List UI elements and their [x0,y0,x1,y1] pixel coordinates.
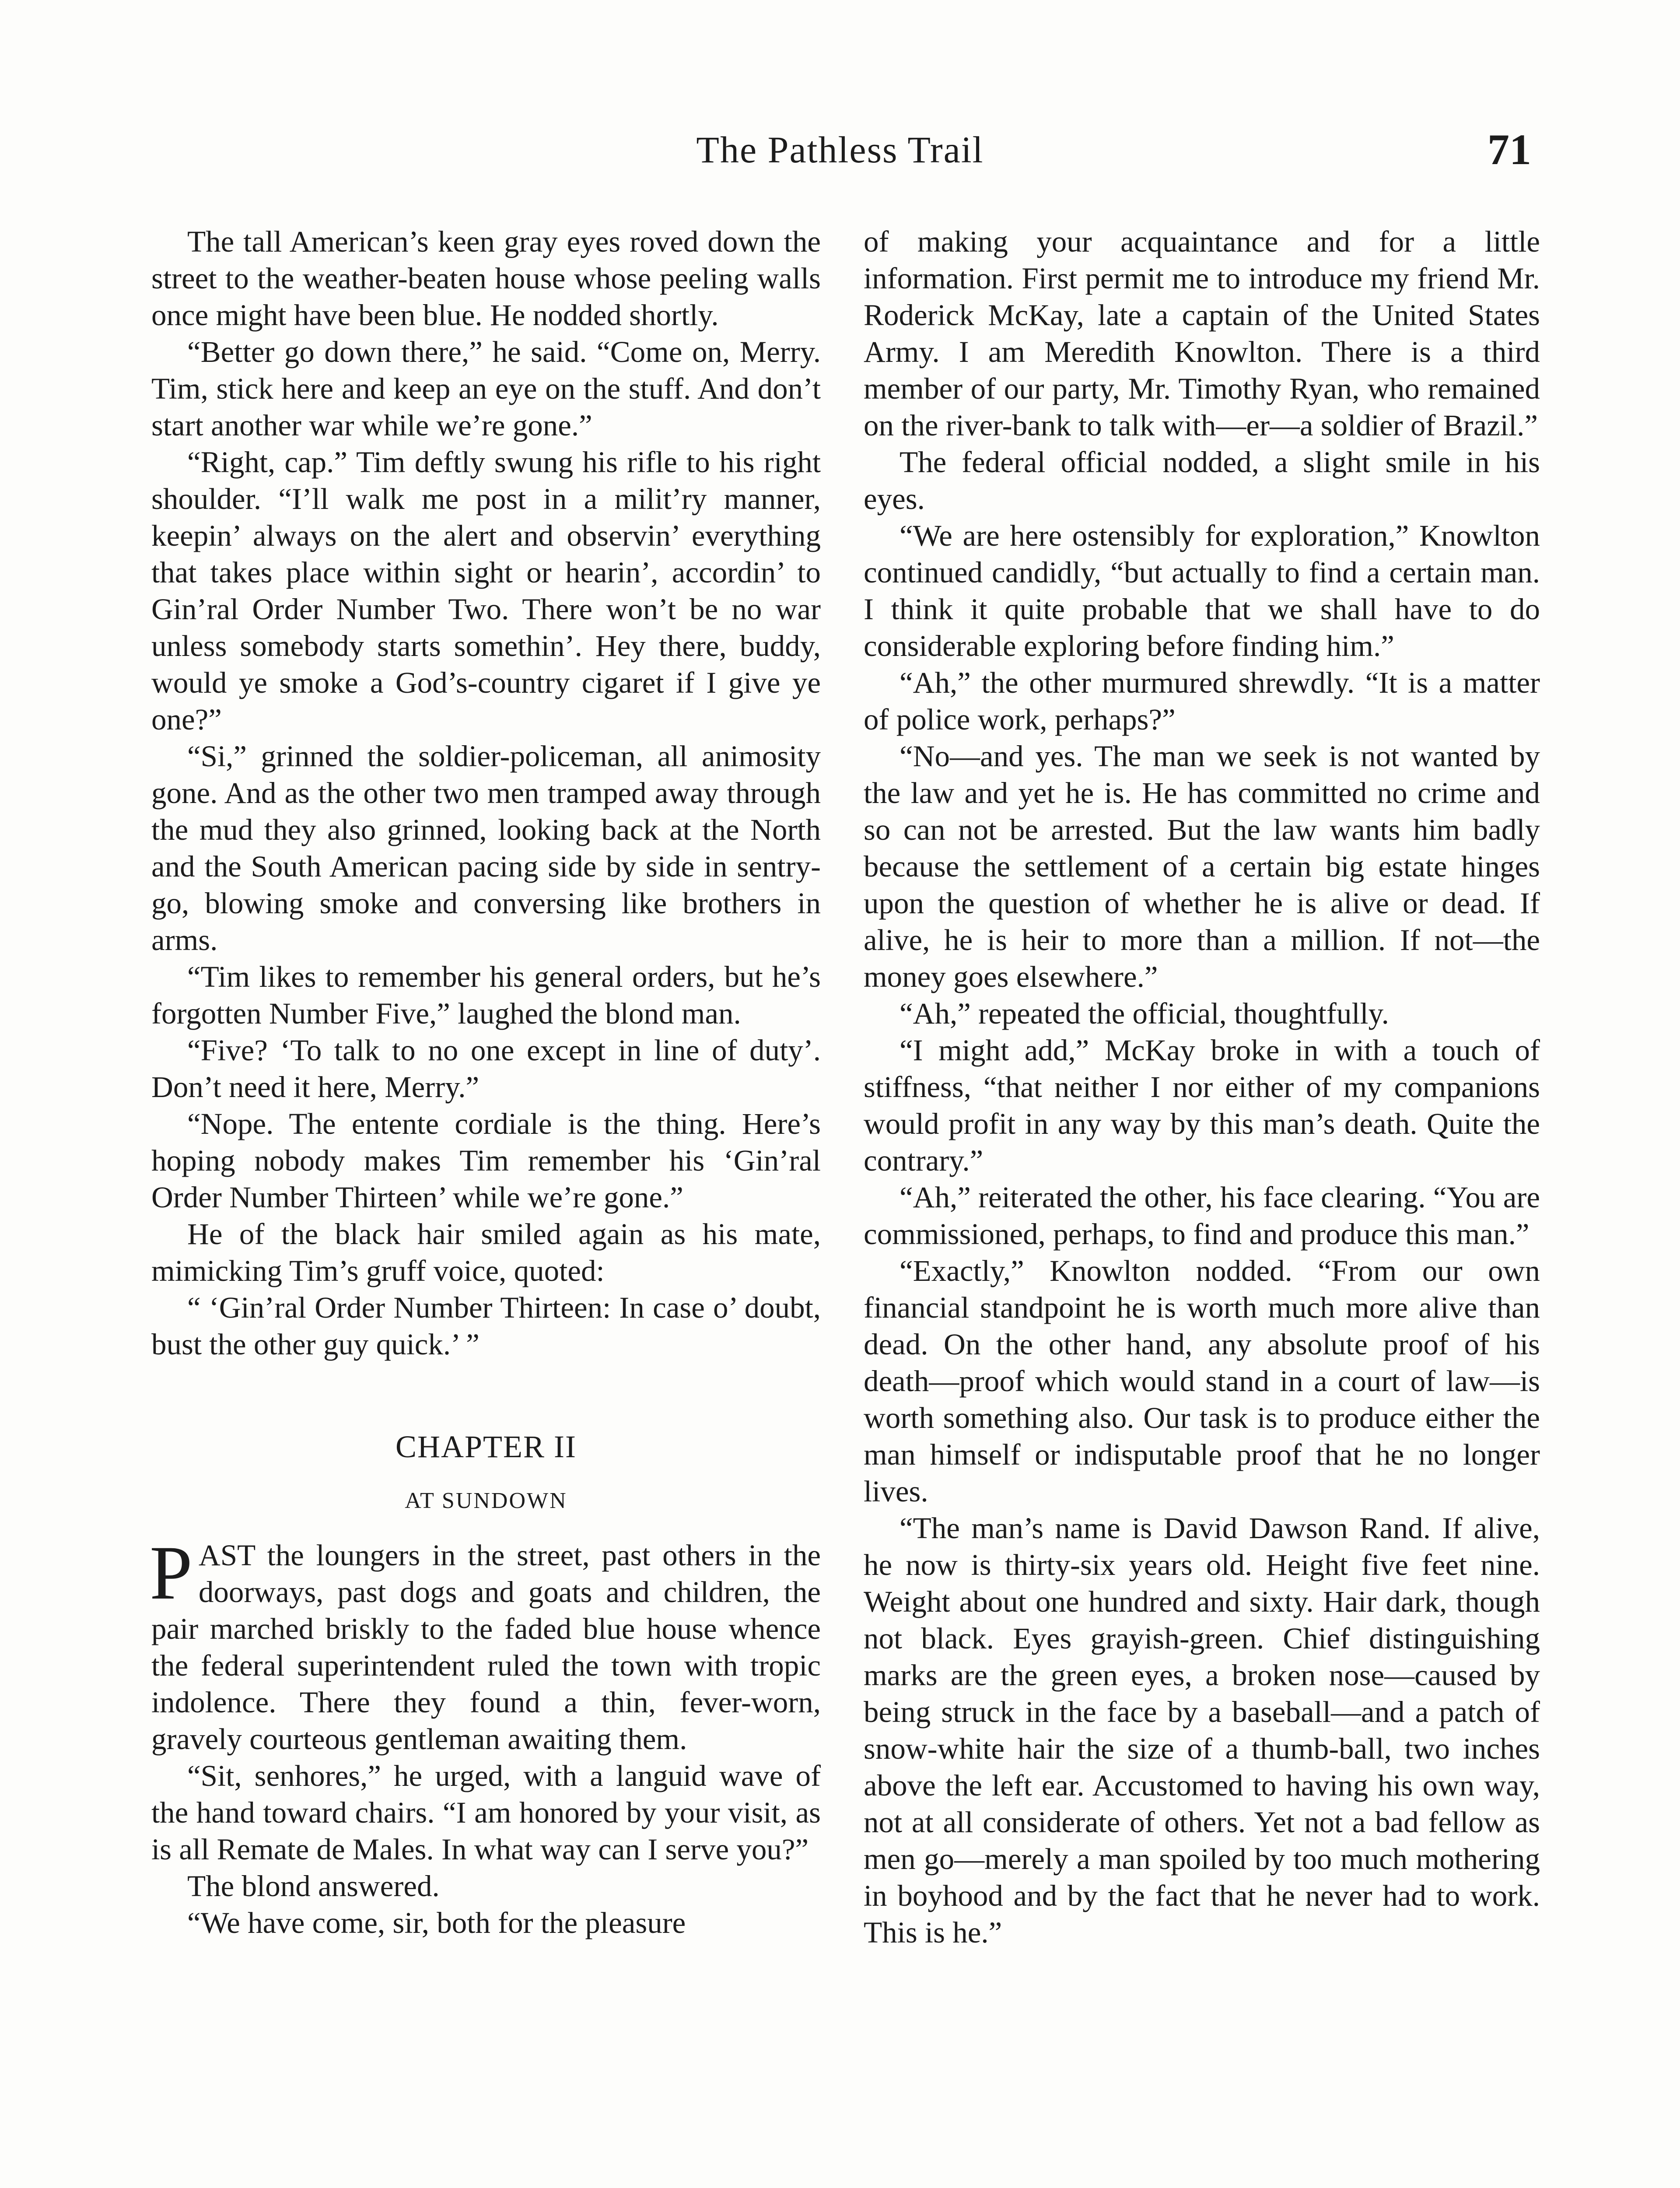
page-number: 71 [1488,125,1531,174]
left-column [151,223,821,1941]
page-header [0,125,1680,180]
paragraph: He of the black hair smiled again as his mate, mimicking Tim’s gruff voice, quoted: [151,1217,821,1287]
paragraph: “Sit, senhores,” he urged, with a languid wave of the hand toward chairs. “I am honored by your visit, as is all Remate de Males. In what way can I serve you?” [151,1759,821,1866]
paragraph: “No—and yes. The man we seek is not wanted by the law and yet he is. He has committed no crime and so can not be arrested. But the law wants him badly because the settlement of a certain big estate hinges upon the question of whether he is alive or dead. If alive, he is heir to more than a million. If not—the money goes elsewhere.” [864,740,1540,993]
right-column [864,223,1540,1951]
paragraph: “I might add,” McKay broke in with a touch of stiffness, “that neither I nor either of my companions would profit in any way by this man’s death. Quite the contrary.” [864,1034,1540,1177]
paragraph: “Right, cap.” Tim deftly swung his rifle to his right shoulder. “I’ll walk me post in a milit’ry manner, keepin’ always on the alert and observin’ everything that takes place within sight or hearin’, accordin’ to Gin’ral Order Number Two. There won’t be no war unless somebody starts somethin’. Hey there, buddy, would ye smoke a God’s-country cigaret if I give ye one?” [151,445,821,736]
paragraph: “Nope. The entente cordiale is the thing. Here’s hoping nobody makes Tim remember his ‘Gin’ral Order Number Thirteen’ while we’re gone.” [151,1107,821,1214]
paragraph: “Tim likes to remember his general orders, but he’s forgotten Number Five,” laughed the blond man. [151,960,821,1030]
running-title: The Pathless Trail [696,129,984,171]
paragraph: “Ah,” reiterated the other, his face clearing. “You are commissioned, perhaps, to find and produce this man.” [864,1181,1540,1251]
chapter-title: CHAPTER II [396,1429,577,1464]
paragraph: The federal official nodded, a slight smile in his eyes. [864,445,1540,515]
paragraph: “ ‘Gin’ral Order Number Thirteen: In case o’ doubt, bust the other guy quick.’ ” [151,1291,821,1361]
paragraph: The blond answered. [187,1869,440,1903]
paragraph: “We have come, sir, both for the pleasure [187,1906,686,1939]
continued-paragraph: of making your acquaintance and for a little information. First permit me to introduce my friend Mr. Roderick McKay, late a captain of the United States Army. I am Meredith Knowlton. There is a third member of our party, Mr. Timothy Ryan, who remained on the river-bank to talk with—er—a soldier of Brazil.” [864,225,1540,442]
paragraph: “The man’s name is David Dawson Rand. If alive, he now is thirty-six years old. Height five feet nine. Weight about one hundred and sixty. Hair dark, though not black. Eyes grayish-green. Chief distinguishing marks are the green eyes, a broken nose—caused by being struck in the face by a baseball—and a patch of snow-white hair the size of a thumb-ball, two inches above the left ear. Accustomed to having his own way, not at all considerate of others. Yet not a bad fellow as men go—merely a man spoiled by too much mothering in boyhood and by the fact that he never had to work. This is he.” [864,1511,1540,1949]
paragraph: “We are here ostensibly for exploration,” Knowlton continued candidly, “but actually to find a certain man. I think it quite probable that we shall have to do considerable exploring before finding him.” [864,519,1540,663]
drop-cap: P [150,1530,192,1616]
paragraph: “Ah,” repeated the official, thoughtfully. [900,997,1389,1030]
paragraph: “Five? ‘To talk to no one except in line of duty’. Don’t need it here, Merry.” [151,1034,821,1104]
paragraph: “Ah,” the other murmured shrewdly. “It is a matter of police work, perhaps?” [864,666,1540,736]
paragraph: “Exactly,” Knowlton nodded. “From our own financial standpoint he is worth much more alive than dead. On the other hand, any absolute proof of his death—proof which would stand in a court of law—is worth something also. Our task is to produce either the man himself or indisputable proof that he no longer lives. [864,1254,1540,1508]
paragraph: “Si,” grinned the soldier-policeman, all animosity gone. And as the other two men tramped away through the mud they also grinned, looking back at the North and the South American pacing side by side in sentry-go, blowing smoke and conversing like brothers in arms. [151,740,821,957]
opening-text: AST the loungers in the street, past others in the doorways, past dogs and goats and children, the pair marched briskly to the faded blue house whence the federal superintendent ruled the town with tropic indolence. There they found a thin, fever-worn, gravely courteous gentleman awaiting them. [151,1539,821,1756]
paragraph: “Better go down there,” he said. “Come on, Merry. Tim, stick here and keep an eye on the stuff. And don’t start another war while we’re gone.” [151,335,821,442]
opening-paragraph [150,1530,821,1757]
paragraph: The tall American’s keen gray eyes roved down the street to the weather-beaten house whose peeling walls once might have been blue. He nodded shortly. [151,225,821,332]
chapter-subtitle: AT SUNDOWN [405,1488,567,1513]
